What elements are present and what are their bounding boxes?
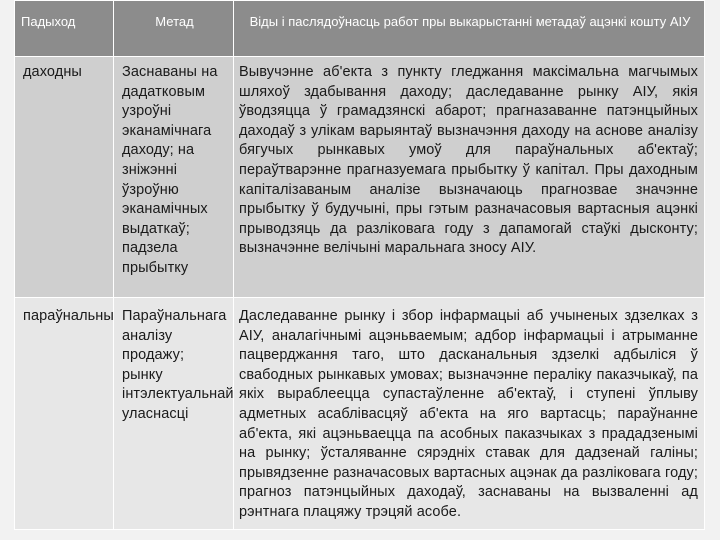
cell-approach: даходны <box>15 57 114 298</box>
header-works: Віды і паслядоўнасць работ пры выкарыстанні метадаў ацэнкі кошту АІУ <box>234 1 705 57</box>
cell-approach: параўнальны <box>15 298 114 530</box>
table-row <box>15 57 705 298</box>
table-row <box>15 298 705 530</box>
header-row <box>15 1 705 57</box>
header-method: Метад <box>114 1 234 57</box>
cell-method: Параўнальнага аналізу продажу; рынку інтэлектуальнай уласнасці <box>114 298 234 530</box>
table-header <box>15 1 705 57</box>
cell-works: Даследаванне рынку і збор інфармацыі аб учыненых здзелках з АІУ, аналагічнымі ацэньваемым; адбор інфармацыі і атрыманне пацверджання таго, што дасканальныя здзелкі адбыліся ў свабодных рынкавых умовах; вызначэнне пераліку паказчыкаў, па якіх выраблеецца супастаўленне аб'ектаў, і ступені ўплыву адметных асаблівасцяў аб'екта на яго вартасць; параўнанне аб'екта, які ацэньваецца па асобных паказчыках з прададзенымі на рынку; ўсталяванне сярэдніх ставак для дадзенай галіны; прывядзенне разначасовых вартасных ацэнак да разліковага году; прагноз патэнцыйных даходаў, заснаваны на вызваленні ад рэнтнага плацяжу трэцяй асобе. <box>234 298 705 530</box>
cell-method: Заснаваны на дадатковым узроўні эканамічнага даходу; на зніжэнні ўзроўню эканамічных выдаткаў; падзела прыбытку <box>114 57 234 298</box>
methods-table <box>14 0 705 530</box>
header-approach: Падыход <box>15 1 114 57</box>
cell-works: Вывучэнне аб'екта з пункту гледжання максімальна магчымых шляхоў здабывання даходу; даследаванне рынку АІУ, якія ўводзяцца ў грамадзянскі абарот; прагназаванне патэнцыйных даходаў з улікам варыянтаў вызначэння даходу на аснове аналізу бягучых рынкавых умоў для параўнальных аб'ектаў; пераўтварэнне прагназуемага прыбытку ў капітал. Пры даходным капіталізаваным аналізе вызначаюць прагнозвае значэнне прыбытку ў будучыні, пры гэтым разначасовыя вартасныя ацэнкі прыводзяць да разліковага году з дапамогай стаўкі дысконту; вызначэнне велічыні маральнага зносу АІУ. <box>234 57 705 298</box>
table-body <box>15 57 705 530</box>
